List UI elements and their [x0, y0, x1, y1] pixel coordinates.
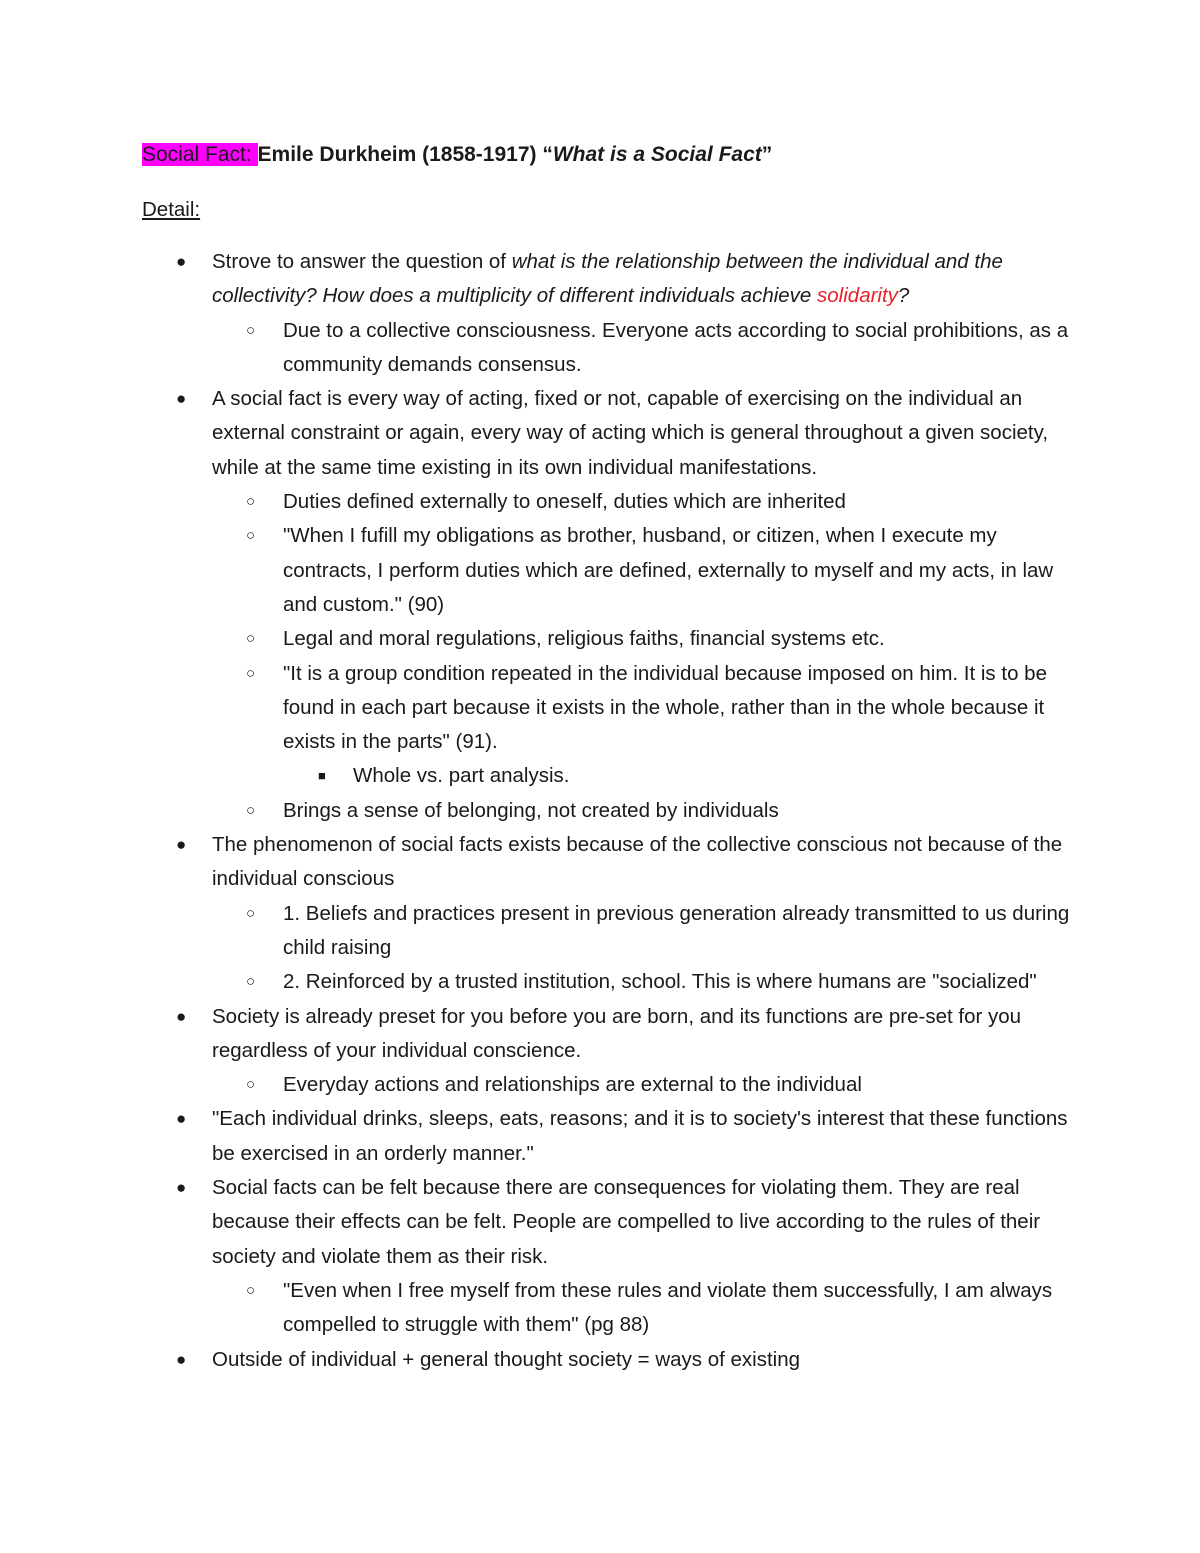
list-item — [0, 1000, 1072, 1069]
item-text-italic: what is the relationship between the individual and the collectivity? How does a multiplicity of different individuals achieve — [212, 250, 1003, 308]
list-item — [0, 1102, 1072, 1171]
list-item — [0, 828, 1072, 897]
bullet-dot-icon: ● — [176, 1109, 187, 1129]
bullet-circle-icon: ○ — [246, 664, 256, 682]
list-item — [0, 794, 1073, 828]
bullet-dot-icon: ● — [176, 389, 187, 409]
bullet-circle-icon: ○ — [246, 973, 256, 991]
item-text: Society is already preset for you before you are born, and its functions are pre-set for you regardless of your individual conscience. — [212, 1004, 1022, 1062]
list-item — [0, 1274, 1073, 1343]
item-text: Outside of individual + general thought society = ways of existing — [212, 1347, 801, 1371]
item-text: "It is a group condition repeated in the individual because imposed on him. It is to be found in each part because it exists in the whole, rather than in the whole because it exists in the parts" (91). — [283, 661, 1047, 754]
highlighted-topic-label: Social Fact: — [142, 143, 258, 166]
title-author: Emile Durkheim (1858-1917) “ — [257, 143, 553, 166]
item-text: The phenomenon of social facts exists because of the collective conscious not because of the individual conscious — [212, 833, 1063, 891]
item-text: Duties defined externally to oneself, duties which are inherited — [283, 490, 846, 514]
detail-heading: Detail: — [142, 198, 201, 221]
notes-list — [0, 245, 1200, 1377]
list-item — [0, 897, 1073, 966]
item-text: "When I fufill my obligations as brother, husband, or citizen, when I execute my contracts, I perform duties which are defined, externally to myself and my acts, in law and custom." (90) — [283, 524, 1054, 616]
bullet-circle-icon: ○ — [246, 493, 256, 511]
bullet-circle-icon: ○ — [246, 904, 256, 922]
list-item — [0, 1171, 1072, 1274]
list-item — [0, 519, 1073, 622]
list-item — [0, 245, 1072, 314]
bullet-circle-icon: ○ — [246, 1281, 256, 1299]
list-item — [0, 657, 1073, 760]
bullet-circle-icon: ○ — [246, 321, 256, 339]
item-text: 1. Beliefs and practices present in previous generation already transmitted to us during child raising — [283, 901, 1070, 959]
list-item — [0, 759, 1073, 793]
bullet-circle-icon: ○ — [246, 801, 256, 819]
item-text: Strove to answer the question of — [212, 250, 512, 273]
bullet-circle-icon: ○ — [246, 527, 256, 545]
bullet-dot-icon: ● — [176, 1349, 187, 1369]
bullet-dot-icon: ● — [176, 835, 187, 855]
item-text: "Each individual drinks, sleeps, eats, reasons; and it is to society's interest that these functions be exercised in an orderly manner." — [212, 1107, 1068, 1165]
bullet-square-icon: ■ — [318, 768, 326, 784]
list-item — [0, 1343, 1072, 1377]
list-item — [0, 382, 1072, 485]
bullet-dot-icon: ● — [176, 1006, 187, 1026]
item-text: Whole vs. part analysis. — [353, 764, 570, 788]
item-text: A social fact is every way of acting, fixed or not, capable of exercising on the individual an external constraint or again, every way of acting which is general throughout a given society, while at the same time existing in its own individual manifestations. — [212, 387, 1049, 479]
solidarity-emphasis: solidarity — [817, 284, 898, 308]
bullet-dot-icon: ● — [176, 252, 187, 271]
bullet-dot-icon: ● — [176, 1178, 187, 1198]
item-text: 2. Reinforced by a trusted institution, school. This is where humans are "socialized" — [283, 970, 1037, 994]
item-text: Due to a collective consciousness. Everyone acts according to social prohibitions, as a community demands consensus. — [283, 318, 1069, 376]
bullet-circle-icon: ○ — [246, 1076, 256, 1094]
title-work: What is a Social Fact — [552, 143, 762, 166]
title-close-quote: ” — [761, 143, 773, 166]
item-text: Social facts can be felt because there are consequences for violating them. They are real because their effects can be felt. People are compelled to live according to the rules of their society and violate them as their risk. — [212, 1176, 1041, 1268]
list-item — [0, 622, 1073, 656]
document-title — [142, 141, 772, 169]
list-item — [0, 485, 1073, 519]
item-text: Everyday actions and relationships are external to the individual — [283, 1073, 862, 1097]
item-text: Legal and moral regulations, religious faiths, financial systems etc. — [283, 627, 885, 651]
list-item — [0, 314, 1073, 383]
list-item — [0, 1068, 1073, 1102]
item-text: "Even when I free myself from these rules and violate them successfully, I am always compelled to struggle with them" (pg 88) — [283, 1278, 1053, 1337]
list-item — [0, 965, 1073, 999]
item-text-italic: ? — [897, 284, 910, 308]
item-text: Brings a sense of belonging, not created by individuals — [283, 798, 779, 822]
bullet-circle-icon: ○ — [246, 630, 256, 648]
